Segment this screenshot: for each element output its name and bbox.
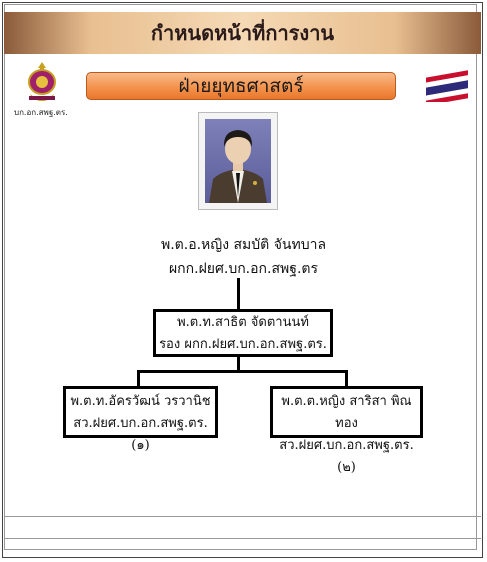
inspector-box-2 — [270, 386, 423, 475]
inspector-2-name: พ.ต.ต.หญิง สาริสา พิณทอง — [281, 394, 412, 431]
deputy-name: พ.ต.ท.สาธิต จัดตานนท์ — [177, 315, 309, 330]
emblem-caption: บก.อก.สพฐ.ตร. — [14, 108, 68, 117]
chief-position: ผกก.ฝยศ.บก.อก.สพฐ.ตร — [168, 261, 319, 277]
police-emblem-icon — [24, 60, 60, 102]
inspector-box-1 — [63, 386, 218, 453]
deputy-box — [153, 309, 333, 357]
connector-deputy-down — [237, 355, 240, 371]
inspector-2-position: สว.ฝยศ.บก.อก.สพฐ.ตร.(๒) — [279, 438, 414, 475]
footer-divider-top — [4, 516, 481, 517]
chief-name: พ.ต.อ.หญิง สมบัติ จันทบาล — [160, 237, 327, 253]
header-bar — [4, 12, 481, 54]
department-title: ฝ่ายยุทธศาสตร์ — [178, 75, 304, 97]
page-title: กำหนดหน้าที่การงาน — [150, 21, 335, 45]
department-banner — [86, 72, 396, 100]
inspector-1-position: สว.ฝยศ.บก.อก.สพฐ.ตร.(๑) — [73, 416, 208, 453]
thai-flag-icon — [424, 70, 470, 102]
inspector-1-name: พ.ต.ท.อัครวัฒน์ วรวานิช — [70, 394, 211, 409]
connector-chief-deputy — [237, 278, 240, 310]
chief-photo — [198, 112, 278, 210]
footer-divider-bottom — [4, 538, 481, 539]
deputy-position: รอง ผกก.ฝยศ.บก.อก.สพฐ.ตร. — [159, 337, 327, 352]
connector-horizontal — [137, 370, 348, 373]
